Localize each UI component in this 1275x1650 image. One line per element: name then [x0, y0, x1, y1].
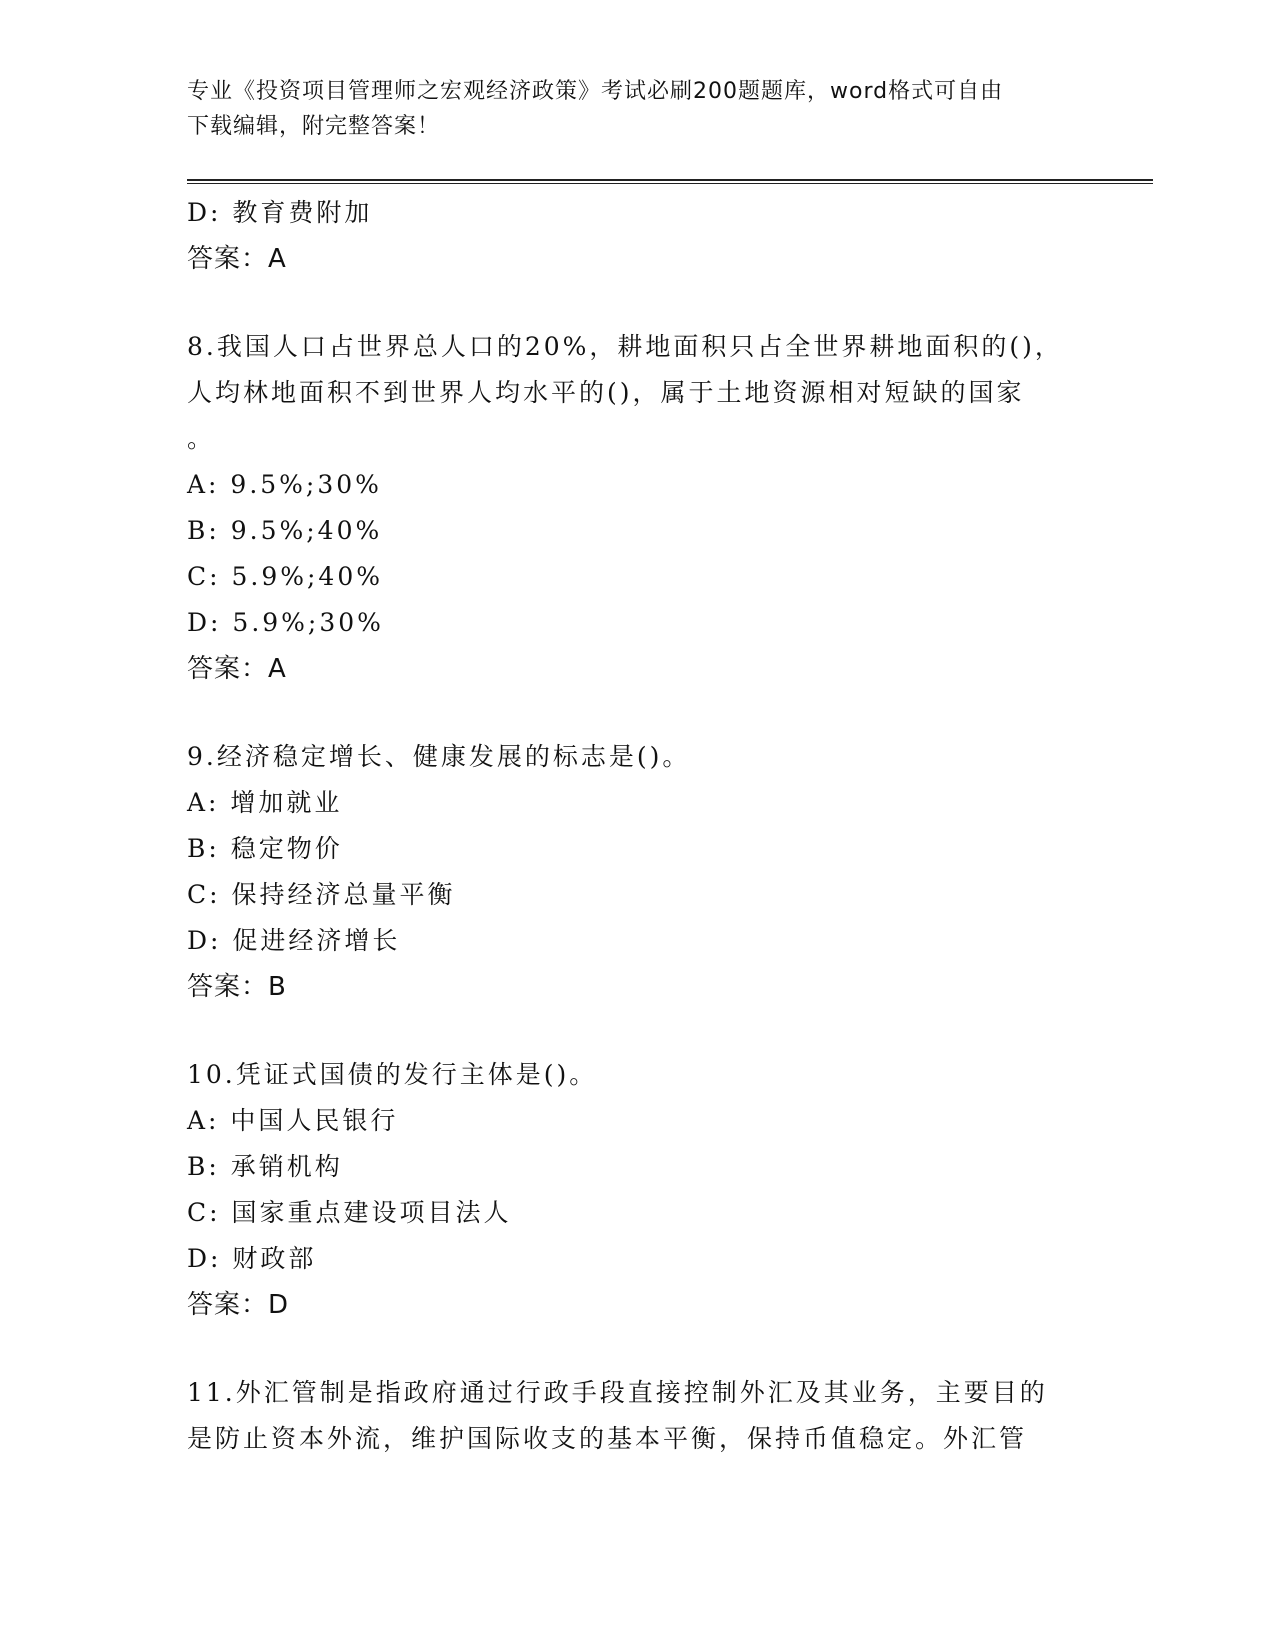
- question-11-stem-line: 11.外汇管制是指政府通过行政手段直接控制外汇及其业务，主要目的: [187, 1378, 1048, 1407]
- question-10-option-b: B: 承销机构: [187, 1152, 343, 1181]
- document-page: [187, 0, 1147, 1650]
- question-9-option-d: D: 促进经济增长: [187, 926, 401, 955]
- question-11: [187, 1370, 1087, 1462]
- document-header: [187, 74, 1087, 144]
- question-8-option-d: D: 5.9%;30%: [187, 608, 384, 637]
- question-8-answer: 答案：A: [187, 654, 287, 684]
- spacer: [187, 1010, 1087, 1052]
- spacer: [187, 1328, 1087, 1370]
- prev-answer: 答案：A: [187, 244, 287, 274]
- question-9: [187, 734, 1087, 1010]
- question-content: [187, 190, 1087, 1462]
- header-divider: [187, 179, 1153, 184]
- question-10: [187, 1052, 1087, 1328]
- question-9-answer: 答案：B: [187, 972, 287, 1002]
- spacer: [187, 692, 1087, 734]
- prev-option-d: D: 教育费附加: [187, 198, 373, 227]
- question-10-answer: 答案：D: [187, 1290, 290, 1320]
- question-8-option-b: B: 9.5%;40%: [187, 516, 383, 545]
- question-8: [187, 324, 1087, 692]
- question-8-stem-line: 人均林地面积不到世界人均水平的()，属于土地资源相对短缺的国家: [187, 378, 1025, 407]
- question-10-option-d: D: 财政部: [187, 1244, 317, 1273]
- question-8-option-c: C: 5.9%;40%: [187, 562, 384, 591]
- spacer: [187, 282, 1087, 324]
- question-10-option-a: A: 中国人民银行: [187, 1106, 399, 1135]
- question-9-option-b: B: 稳定物价: [187, 834, 343, 863]
- question-8-stem-line: 。: [187, 424, 216, 453]
- question-10-stem-line: 10.凭证式国债的发行主体是()。: [187, 1060, 598, 1089]
- header-line-2: 下载编辑，附完整答案！: [187, 114, 441, 139]
- question-9-stem-line: 9.经济稳定增长、健康发展的标志是()。: [187, 742, 691, 771]
- header-line-1: 专业《投资项目管理师之宏观经济政策》考试必刷200题题库，word格式可自由: [187, 79, 1004, 104]
- question-9-option-c: C: 保持经济总量平衡: [187, 880, 456, 909]
- question-10-option-c: C: 国家重点建设项目法人: [187, 1198, 512, 1227]
- question-8-option-a: A: 9.5%;30%: [187, 470, 382, 499]
- question-8-stem-line: 8.我国人口占世界总人口的20%，耕地面积只占全世界耕地面积的()，: [187, 332, 1063, 361]
- question-9-option-a: A: 增加就业: [187, 788, 343, 817]
- question-11-stem-line: 是防止资本外流，维护国际收支的基本平衡，保持币值稳定。外汇管: [187, 1424, 1028, 1453]
